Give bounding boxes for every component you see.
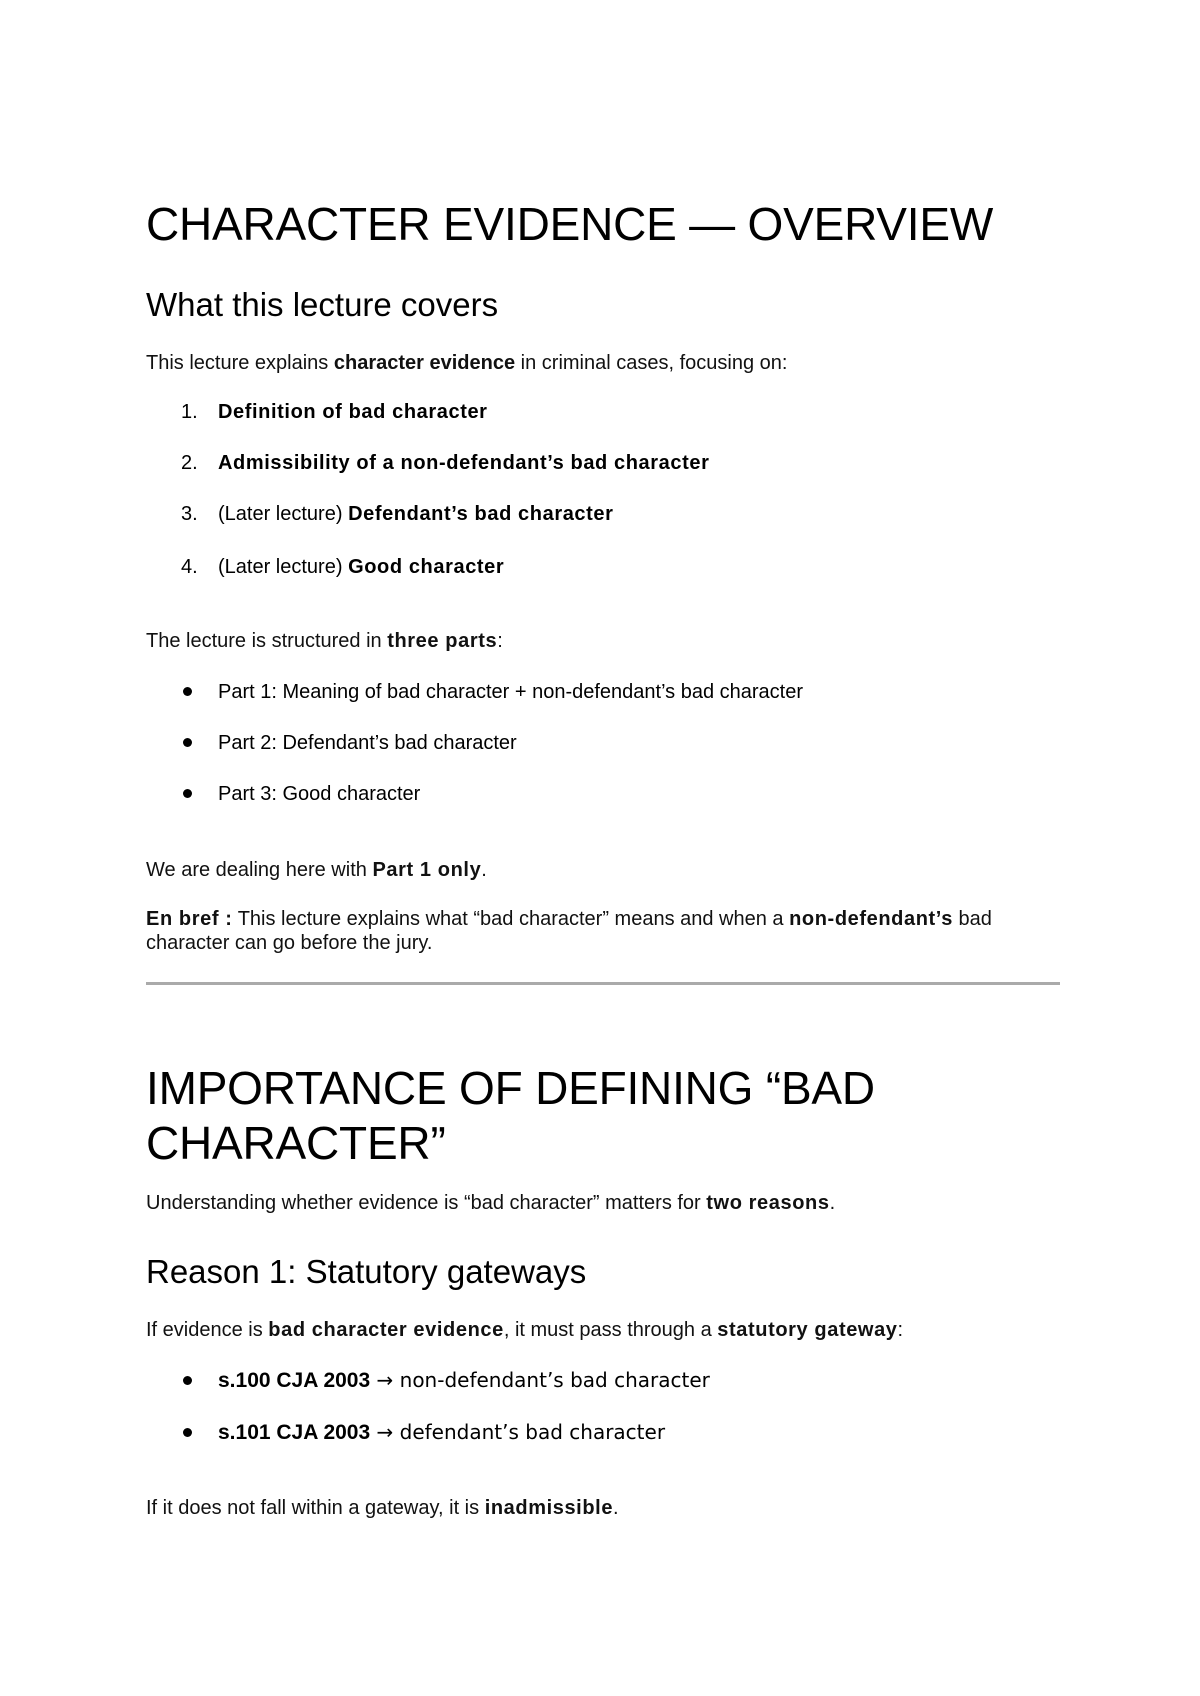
list-item: Part 3: Good character — [218, 783, 421, 805]
list-item: Definition of bad character — [218, 401, 488, 423]
list-item: s.101 CJA 2003 → defendant’s bad character — [218, 1420, 666, 1444]
section-title-importance-line1: IMPORTANCE OF DEFINING “BAD — [146, 1062, 875, 1114]
importance-intro: Understanding whether evidence is “bad character” matters for two reasons. — [146, 1192, 836, 1214]
list-item: Part 2: Defendant’s bad character — [218, 732, 517, 754]
list-item: s.100 CJA 2003 → non-defendant’s bad character — [218, 1368, 710, 1392]
section-title-importance-line2: CHARACTER” — [146, 1117, 446, 1169]
subtitle-lecture-covers: What this lecture covers — [146, 286, 499, 323]
list-item: Part 1: Meaning of bad character + non-defendant’s bad character — [218, 681, 804, 703]
summary-paragraph: En bref : This lecture explains what “bad character” means and when a non-defendant’s bad character can go before the jury. — [146, 908, 992, 954]
structure-paragraph: The lecture is structured in three parts: — [146, 630, 503, 652]
list-number: 4. — [181, 556, 198, 578]
bullet-icon — [183, 687, 192, 696]
list-number: 2. — [181, 452, 198, 474]
dealing-paragraph: We are dealing here with Part 1 only. — [146, 859, 487, 881]
bullet-icon — [183, 738, 192, 747]
list-number: 3. — [181, 503, 198, 525]
reason1-conclusion: If it does not fall within a gateway, it is inadmissible. — [146, 1497, 619, 1519]
reason1-paragraph: If evidence is bad character evidence, it must pass through a statutory gateway: — [146, 1319, 904, 1341]
horizontal-divider — [146, 982, 1060, 985]
list-item: (Later lecture) Defendant’s bad character — [218, 503, 614, 525]
bullet-icon — [183, 1376, 192, 1385]
bullet-icon — [183, 789, 192, 798]
list-number: 1. — [181, 401, 198, 423]
list-item: Admissibility of a non-defendant’s bad character — [218, 452, 710, 474]
section-title-overview: CHARACTER EVIDENCE — OVERVIEW — [146, 198, 994, 250]
list-item: (Later lecture) Good character — [218, 556, 505, 578]
reason1-heading: Reason 1: Statutory gateways — [146, 1253, 587, 1290]
intro-paragraph: This lecture explains character evidence in criminal cases, focusing on: — [146, 352, 788, 374]
bullet-icon — [183, 1428, 192, 1437]
